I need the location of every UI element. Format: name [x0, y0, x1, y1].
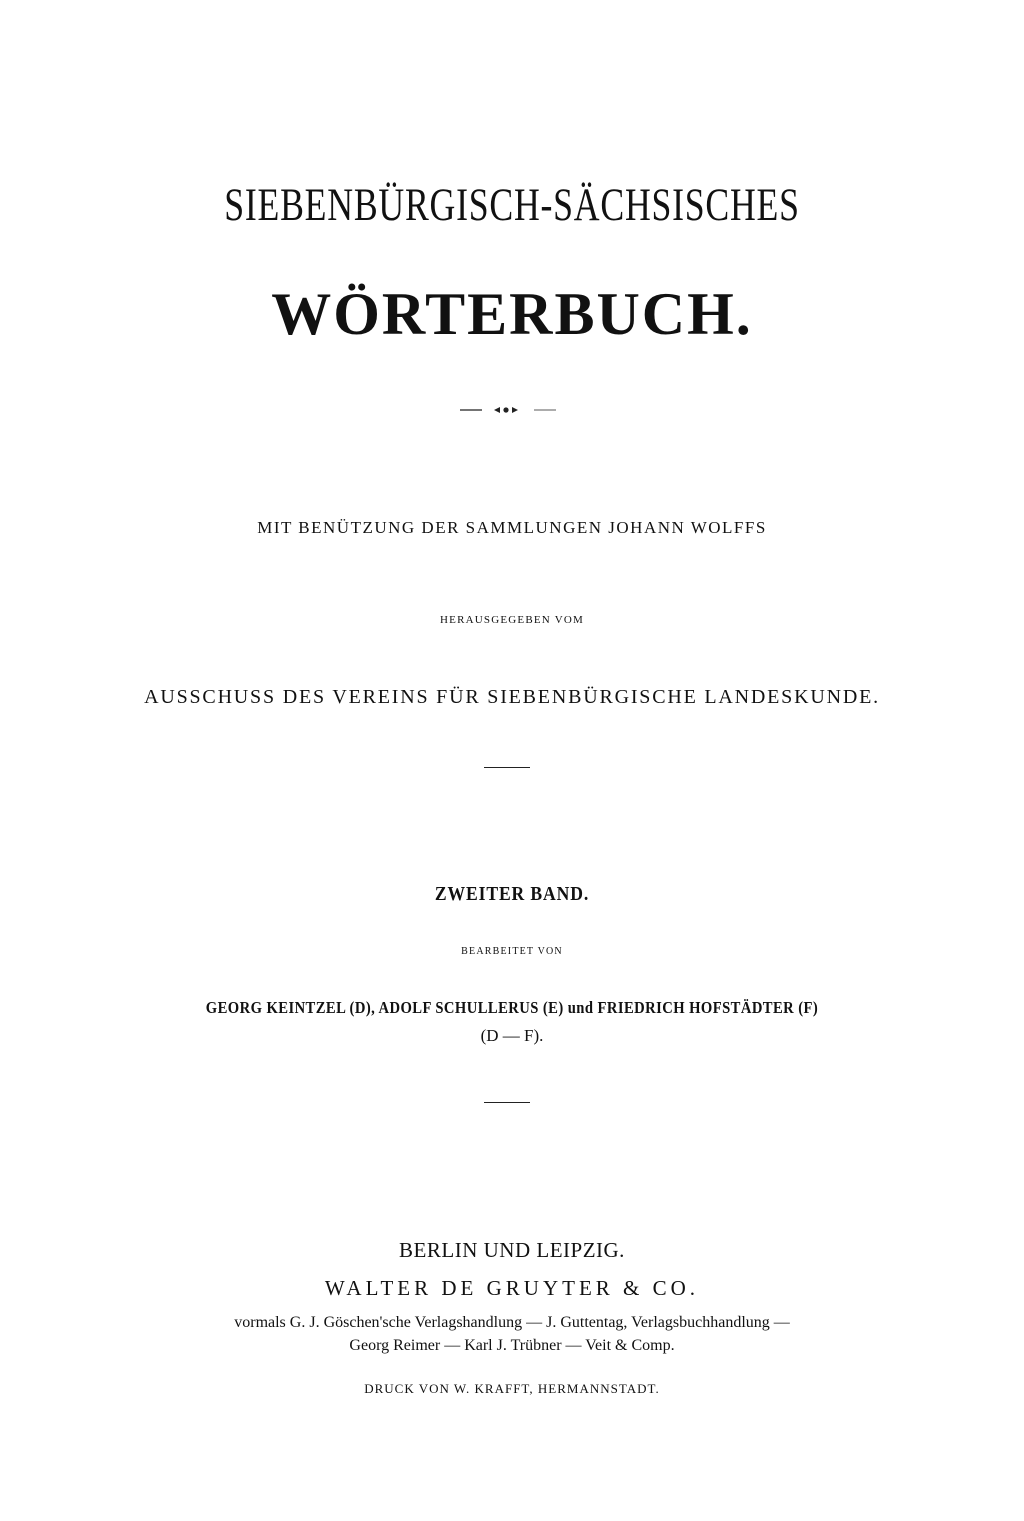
collections-line: MIT BENÜTZUNG DER SAMMLUNGEN JOHANN WOLFFS [257, 518, 767, 537]
printer-line: DRUCK VON W. KRAFFT, HERMANNSTADT. [364, 1381, 660, 1396]
committee-line: AUSSCHUSS DES VEREINS FÜR SIEBENBÜRGISCHE LANDESKUNDE. [144, 686, 880, 708]
former-publishers-line-2: Georg Reimer — Karl J. Trübner — Veit & Comp. [349, 1337, 675, 1354]
publication-city: BERLIN UND LEIPZIG. [399, 1238, 625, 1262]
divider-rule [484, 767, 530, 768]
volume-label: ZWEITER BAND. [434, 883, 590, 905]
title-line-1: SIEBENBÜRGISCH-SÄCHSISCHES [224, 179, 800, 231]
prepared-by-line: BEARBEITET VON [461, 946, 563, 957]
authors-line: GEORG KEINTZEL (D), ADOLF SCHULLERUS (E) und FRIEDRICH HOFSTÄDTER (F) [205, 998, 819, 1017]
publisher-name: WALTER DE GRUYTER & CO. [324, 1276, 700, 1300]
ornament-divider-icon [460, 402, 560, 416]
edited-by-line: HERAUSGEGEBEN VOM [440, 614, 584, 626]
letter-range: (D — F). [480, 1026, 544, 1045]
title-line-2: WÖRTERBUCH. [271, 281, 753, 347]
divider-rule [484, 1102, 530, 1103]
former-publishers-line-1: vormals G. J. Göschen'sche Verlagshandlung — J. Guttentag, Verlagsbuchhandlung — [234, 1314, 790, 1331]
